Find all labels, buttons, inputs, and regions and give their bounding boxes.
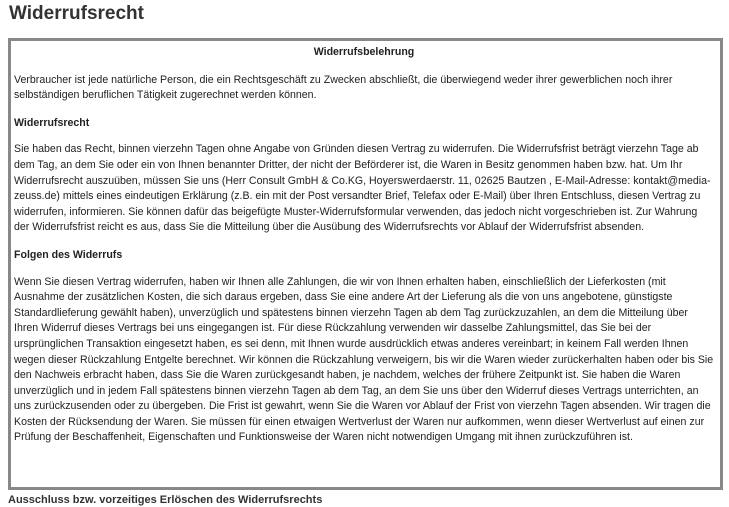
section-text-widerrufsrecht: Sie haben das Recht, binnen vierzehn Tagen ohne Angabe von Gründen diesen Vertrag zu widerrufen. Die Widerrufsfrist beträgt vierzehn Tage ab dem Tag, an dem Sie oder ein von Ihnen benannter Dritter, der nicht der Beförderer ist, die Waren in Besitz genommen haben bzw. hat. Um Ihr Widerrufsrecht auszuüben, müssen Sie uns (Herr Consult GmbH & Co.KG, Hoyerswerdaerstr. 11, 02625 Bautzen , E-Mail-Adresse: kontakt@media-zeuss.de) mittels eines eindeutigen Erklärung (z.B. ein mit der Post versandter Brief, Telefax oder E-Mail) über Ihren Entschluss, diesen Vertrag zu widerrufen, informieren. Sie können dafür das beigefügte Muster-Widerrufsformular verwenden, das jedoch nicht vorgeschrieben ist. Zur Wahrung der Widerrufsfrist reicht es aus, dass Sie die Mitteilung über die Ausübung des Widerrufsrechts vor Ablauf der Widerrufsfrist absenden. [14,143,711,234]
section-heading-folgen: Folgen des Widerrufs [14,248,123,261]
page-title: Widerrufsrecht [9,3,144,24]
next-section-heading: Ausschluss bzw. vorzeitiges Erlöschen des Widerrufsrechts [8,494,323,506]
section-heading-widerrufsrecht: Widerrufsrecht [14,116,90,129]
withdrawal-notice-content [11,41,720,446]
notice-intro: Verbraucher ist jede natürliche Person, die ein Rechtsgeschäft zu Zwecken abschließt, die überwiegend weder ihrer gewerblichen noch ihrer selbständigen beruflichen Tätigkeit zugerechnet werden können. [14,73,673,102]
withdrawal-notice-box[interactable] [8,38,723,490]
section-text-folgen: Wenn Sie diesen Vertrag widerrufen, haben wir Ihnen alle Zahlungen, die wir von Ihnen erhalten haben, einschließlich der Lieferkosten (mit Ausnahme der zusätzlichen Kosten, die sich daraus ergeben, dass Sie eine andere Art der Lieferung als die von uns angebotene, günstigste Standardlieferung gewählt haben), unverzüglich und spätestens binnen vierzehn Tagen ab dem Tag zurückzuzahlen, an dem die Mitteilung über Ihren Widerruf dieses Vertrags bei uns eingegangen ist. Für diese Rückzahlung verwenden wir dasselbe Zahlungsmittel, das Sie bei der ursprünglichen Transaktion eingesetzt haben, es sei denn, mit Ihnen wurde ausdrücklich etwas anderes vereinbart; in keinem Fall werden Ihnen wegen dieser Rückzahlung Entgelte berechnet. Wir können die Rückzahlung verweigern, bis wir die Waren wieder zurückerhalten haben oder bis Sie den Nachweis erbracht haben, dass Sie die Waren zurückgesandt haben, je nachdem, welches der frühere Zeitpunkt ist. Sie haben die Waren unverzüglich und in jedem Fall spätestens binnen vierzehn Tagen ab dem Tag, an dem Sie uns über den Widerruf dieses Vertrags unterrichten, an uns zurückzusenden oder zu übergeben. Die Frist ist gewahrt, wenn Sie die Waren vor Ablauf der Frist von vierzehn Tagen absenden. Wir tragen die Kosten der Rücksendung der Waren. Sie müssen für einen etwaigen Wertverlust der Waren nur aufkommen, wenn dieser Wertverlust auf einen zur Prüfung der Beschaffenheit, Eigenschaften und Funktionsweise der Waren nicht notwendigen Umgang mit ihnen zurückzuführen ist. [14,275,714,444]
notice-title: Widerrufsbelehrung [313,46,415,58]
